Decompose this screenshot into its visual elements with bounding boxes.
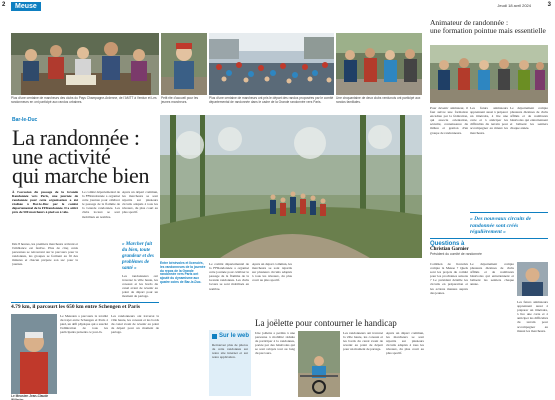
web-box-heading [212, 333, 249, 339]
headline-line-1: La randonnée : [12, 125, 140, 150]
side-column-3: Le département compte plusieurs dizaines de clubs affiliés et de nombreux bénévoles qui entretiennent et balisent les sentiers chaque année. [510, 106, 548, 131]
caption-jean-claude: Le Meusien Jean-Claude Willerier. [11, 394, 49, 400]
photo-young-walker [161, 33, 207, 95]
photo-family-walkers [336, 33, 422, 95]
questions-name: Christian Garnier [430, 247, 469, 252]
page-header [0, 0, 555, 13]
questions-divider [430, 238, 548, 239]
web-box [209, 330, 251, 396]
photo-joelette [298, 331, 340, 397]
joelette-headline: La joëlette pour contourner le handicap [255, 318, 397, 328]
side-divider [470, 212, 548, 213]
main-headline [12, 125, 150, 188]
side-column-2: Les futurs animateurs apprennent aussi à préparer un itinéraire, à lire une carte et à anticiper les difficultés du terrain pour accompagner au mieux les marcheurs. [470, 106, 508, 135]
photo-jean-claude [11, 314, 57, 394]
joelette-column-3: Après un départ commun, les marcheurs se sont répartis sur plusieurs circuits adaptés à tous les niveaux, du plus court au plus sportif. [386, 331, 424, 356]
side-column-1: Pour devenir animateur, il faut suivre une formation encadrée par la fédération, qui associe orientation, sécurité, connaissance du milieu et gestion d'un groupe de randonneurs. [430, 106, 468, 135]
side-title: une formation pointue mais essentielle [430, 26, 546, 35]
side-pull-quote: « Des nouveaux circuits de randonnée sont créés régulièrement » [470, 216, 532, 235]
main-rubrique: Bar-le-Duc [12, 117, 38, 123]
photo-forest-walkers [160, 115, 422, 258]
photo-walkers-table [11, 33, 159, 95]
caption-walkers-table: Plus d'une centaine de marcheurs des clubs du Pays Champagne-Ardenne, de l'AMTT à Verdun et Les randonneurs en ont participé aux randos urbaines. [11, 96, 157, 104]
caption-family-walkers: Une cinquantaine de deux clubs verdunois ont participé aux randos familiales. [336, 96, 421, 104]
joelette-column-1: Une joëlette a permis à une personne à mobilité réduite de participer à la randonnée, portée par des bénévoles qui se sont relayés tout au long du parcours. [255, 331, 295, 356]
distance-column-1: Le Meusien a parcouru la totalité du trajet entre Schengen et Paris à pied, un défi physique qui a suscité l'admiration de tous les participants présents ce jour-là. [60, 314, 108, 335]
caption-crowd-departure: Plus d'une centaine de marcheurs ont pris le départ des randos proposées par le comité départemental de randonnée dans le cadre de la Grande randonnée vers Paris. [209, 96, 334, 104]
main-pull-quote: « Marcher fait du bien, toute grandeur et des problèmes de santé » [122, 242, 154, 271]
main-column-3: Après un départ commun, les marcheurs se sont répartis sur plusieurs circuits adaptés à tous les niveaux, du plus court au plus sportif. [122, 190, 158, 215]
main-column-2: Le comité départemental de la FFRandonnée a organisé cette journée pour célébrer le passage de la flamme de la Grande randonnée. Les clubs locaux se sont mobilisés en nombre. [82, 190, 120, 219]
main-column-3b: Les randonneurs ont traversé la ville haute, les coteaux et les bords du canal avant de revenir au point de départ pour un moment de partage. [122, 274, 158, 299]
questions-label: Questions à [430, 241, 465, 247]
photo-animateurs [430, 45, 548, 103]
page-number-left: 2 [2, 2, 6, 8]
distance-column-2: Les randonneurs ont traversé la ville haute, les coteaux et les bords du canal avant de revenir au point de départ pour un moment de partage. [111, 314, 159, 335]
web-icon [212, 334, 217, 339]
main-column-5: Après un départ commun, les marcheurs se sont répartis sur plusieurs circuits adaptés à tous les niveaux, du plus court au plus sportif. [252, 262, 292, 283]
section-badge: Meuse [11, 2, 41, 11]
headline-line-3: qui marche bien [12, 163, 150, 188]
publication-date: Jeudi 18 avril 2024 [497, 3, 531, 8]
distance-headline: 4.79 km, il parcourt les 650 km entre Schengen et Paris [11, 304, 141, 310]
caption-young-walker: Petit rite d'accueil pour les jeunes marcheurs. [161, 96, 199, 104]
questions-header [430, 241, 510, 256]
headline-line-2: une activité [12, 144, 111, 169]
web-box-title: Sur le web [219, 333, 250, 339]
divider-line [11, 302, 159, 303]
main-intro: À l'occasion du passage de la Grande Randonnée vers Paris, une journée de randonnée pour cette organisation a été réalisée à Bar-le-Duc par le comité départemental de la FFRandonnée. Il a attiré près de 500 marcheurs à pied ou à vélo. [12, 190, 78, 215]
side-headline [430, 19, 548, 35]
questions-role: Président du comité de randonnée [430, 252, 482, 256]
caption-forest-walkers: Entre bénévoles et licenciés, les randonneurs de la journée du repos de la Grande randonnée vers Paris ont ajouté du dynamisme aux quatre coins de Bar-le-Duc. [160, 261, 206, 284]
qa-column-1: Combien de licenciés compte la Meuse ? Quels sont les projets du comité pour les prochaines saisons ? Le président détaille les circuits en préparation et les actions menées auprès des jeunes. [430, 262, 468, 295]
main-column-4: Le comité départemental de la FFRandonnée a organisé cette journée pour célébrer le passage de la flamme de la Grande randonnée. Les clubs locaux se sont mobilisés en nombre. [209, 262, 249, 291]
photo-christian-garnier [517, 262, 548, 296]
main-column-1: Dès 8 heures, les premiers marcheurs arrivent et l'ambiance est festive. Plus de cinq cents personnes se retrouvent sur le parcours pour la randonnée, les groupes se forment au fil des minutes et chacun prépare son sac pour la journée. [12, 242, 78, 267]
side-rubrique: Animateur de randonnée : [430, 18, 509, 27]
qa-column-2: Le département compte plusieurs dizaines de clubs affiliés et de nombreux bénévoles qui entretiennent et balisent les sentiers chaque année. [470, 262, 514, 287]
qa-column-3: Les futurs animateurs apprennent aussi à préparer un itinéraire, à lire une carte et à anticiper les difficultés du terrain pour accompagner au mieux les marcheurs. [517, 300, 548, 333]
photo-crowd-departure [209, 33, 334, 95]
page-number-right: 3 [547, 2, 551, 8]
web-box-text: Retrouvez plus de photos de cette randonnée sur notre site internet et sur notre application. [212, 343, 248, 360]
joelette-column-2: Les randonneurs ont traversé la ville haute, les coteaux et les bords du canal avant de revenir au point de départ pour un moment de partage. [343, 331, 383, 352]
